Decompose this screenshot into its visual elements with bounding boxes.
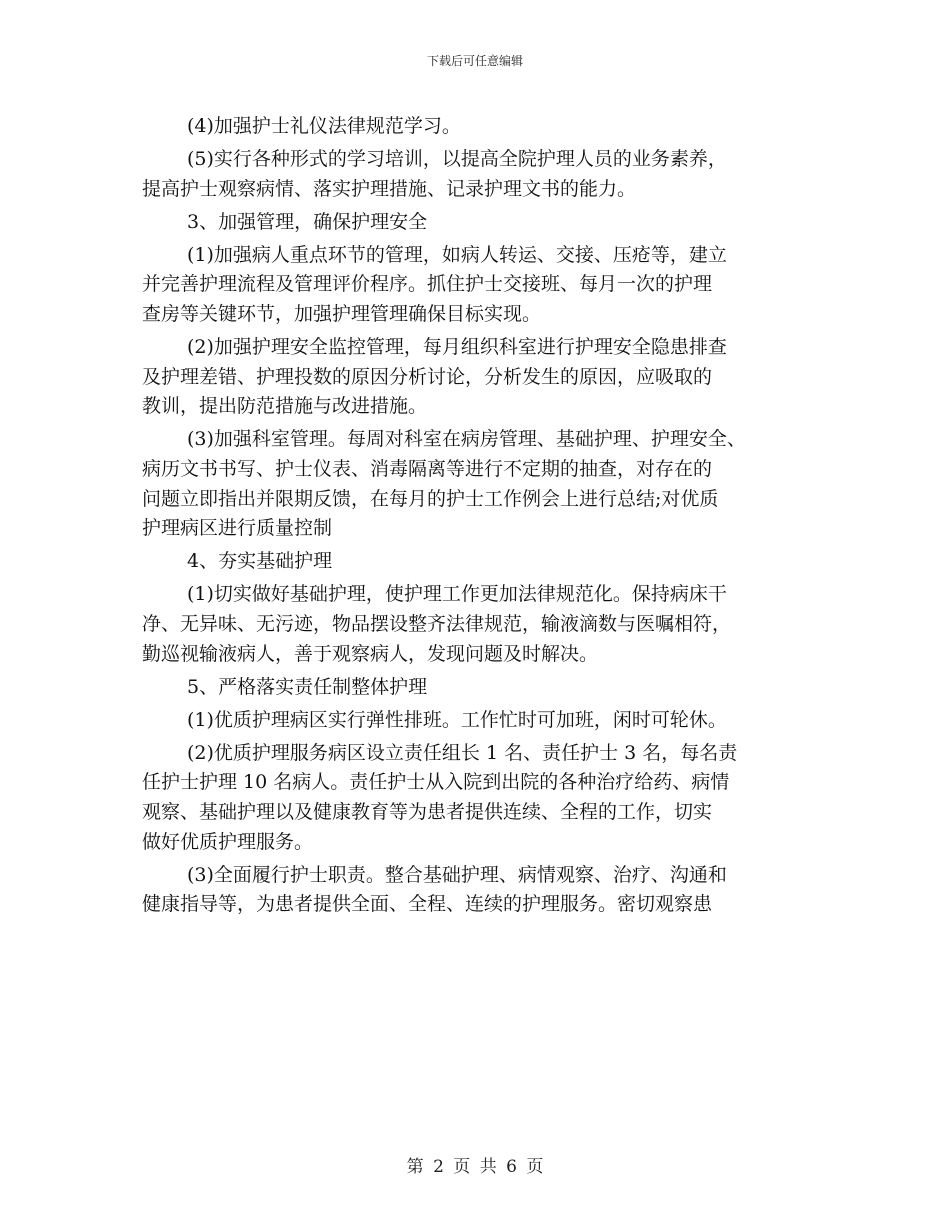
- document-body: [142, 112, 814, 920]
- text-line: 观察、基础护理以及健康教育等为患者提供连续、全程的工作，切实: [142, 801, 713, 824]
- text-line: (1)优质护理病区实行弹性排班。工作忙时可加班，闲时可轮休。: [187, 708, 727, 731]
- text-line: 4、夯实基础护理: [187, 550, 333, 573]
- text-line: 做好优质护理服务。: [142, 830, 314, 853]
- text-line: 并完善护理流程及管理评价程序。抓住护士交接班、每月一次的护理: [142, 273, 713, 296]
- text-line: 提高护士观察病情、落实护理措施、记录护理文书的能力。: [142, 177, 637, 200]
- text-line: 教训，提出防范措施与改进措施。: [142, 395, 428, 418]
- text-line: (4)加强护士礼仪法律规范学习。: [187, 115, 461, 137]
- text-line: 护理病区进行质量控制: [142, 517, 333, 540]
- text-line: 勤巡视输液病人，善于观察病人，发现问题及时解决。: [142, 642, 599, 665]
- text-line: (2)优质护理服务病区设立责任组长 1 名、责任护士 3 名，每名责: [187, 741, 738, 764]
- text-line: (2)加强护理安全监控管理，每月组织科室进行护理安全隐患排查: [187, 336, 727, 359]
- text-line: 查房等关键环节，加强护理管理确保目标实现。: [142, 303, 542, 326]
- text-line: 健康指导等，为患者提供全面、全程、连续的护理服务。密切观察患: [142, 893, 713, 916]
- text-line: (5)实行各种形式的学习培训，以提高全院护理人员的业务素养，: [187, 148, 727, 171]
- text-line: 5、严格落实责任制整体护理: [187, 675, 428, 698]
- text-line: 任护士护理 10 名病人。责任护士从入院到出院的各种治疗给药、病情: [142, 771, 730, 794]
- text-line: (1)加强病人重点环节的管理，如病人转运、交接、压疮等，建立: [187, 243, 727, 266]
- text-line: 3、加强管理，确保护理安全: [187, 210, 428, 233]
- text-line: (3)全面履行护士职责。整合基础护理、病情观察、治疗、沟通和: [187, 863, 727, 886]
- text-line: (1)切实做好基础护理，使护理工作更加法律规范化。保持病床干: [187, 583, 727, 606]
- text-line: 净、无异味、无污迹，物品摆设整齐法律规范，输液滴数与医嘱相符，: [142, 613, 732, 635]
- text-line: 及护理差错、护理投数的原因分析讨论，分析发生的原因，应吸取的: [142, 365, 713, 388]
- text-line: (3)加强科室管理。每周对科室在病房管理、基础护理、护理安全、: [187, 428, 746, 451]
- page-header: 下载后可任意编辑: [426, 54, 523, 68]
- page-number-footer: 第 2 页 共 6 页: [406, 1157, 544, 1177]
- text-line: 问题立即指出并限期反馈，在每月的护士工作例会上进行总结;对优质: [142, 487, 719, 510]
- text-line: 病历文书书写、护士仪表、消毒隔离等进行不定期的抽查，对存在的: [142, 458, 713, 481]
